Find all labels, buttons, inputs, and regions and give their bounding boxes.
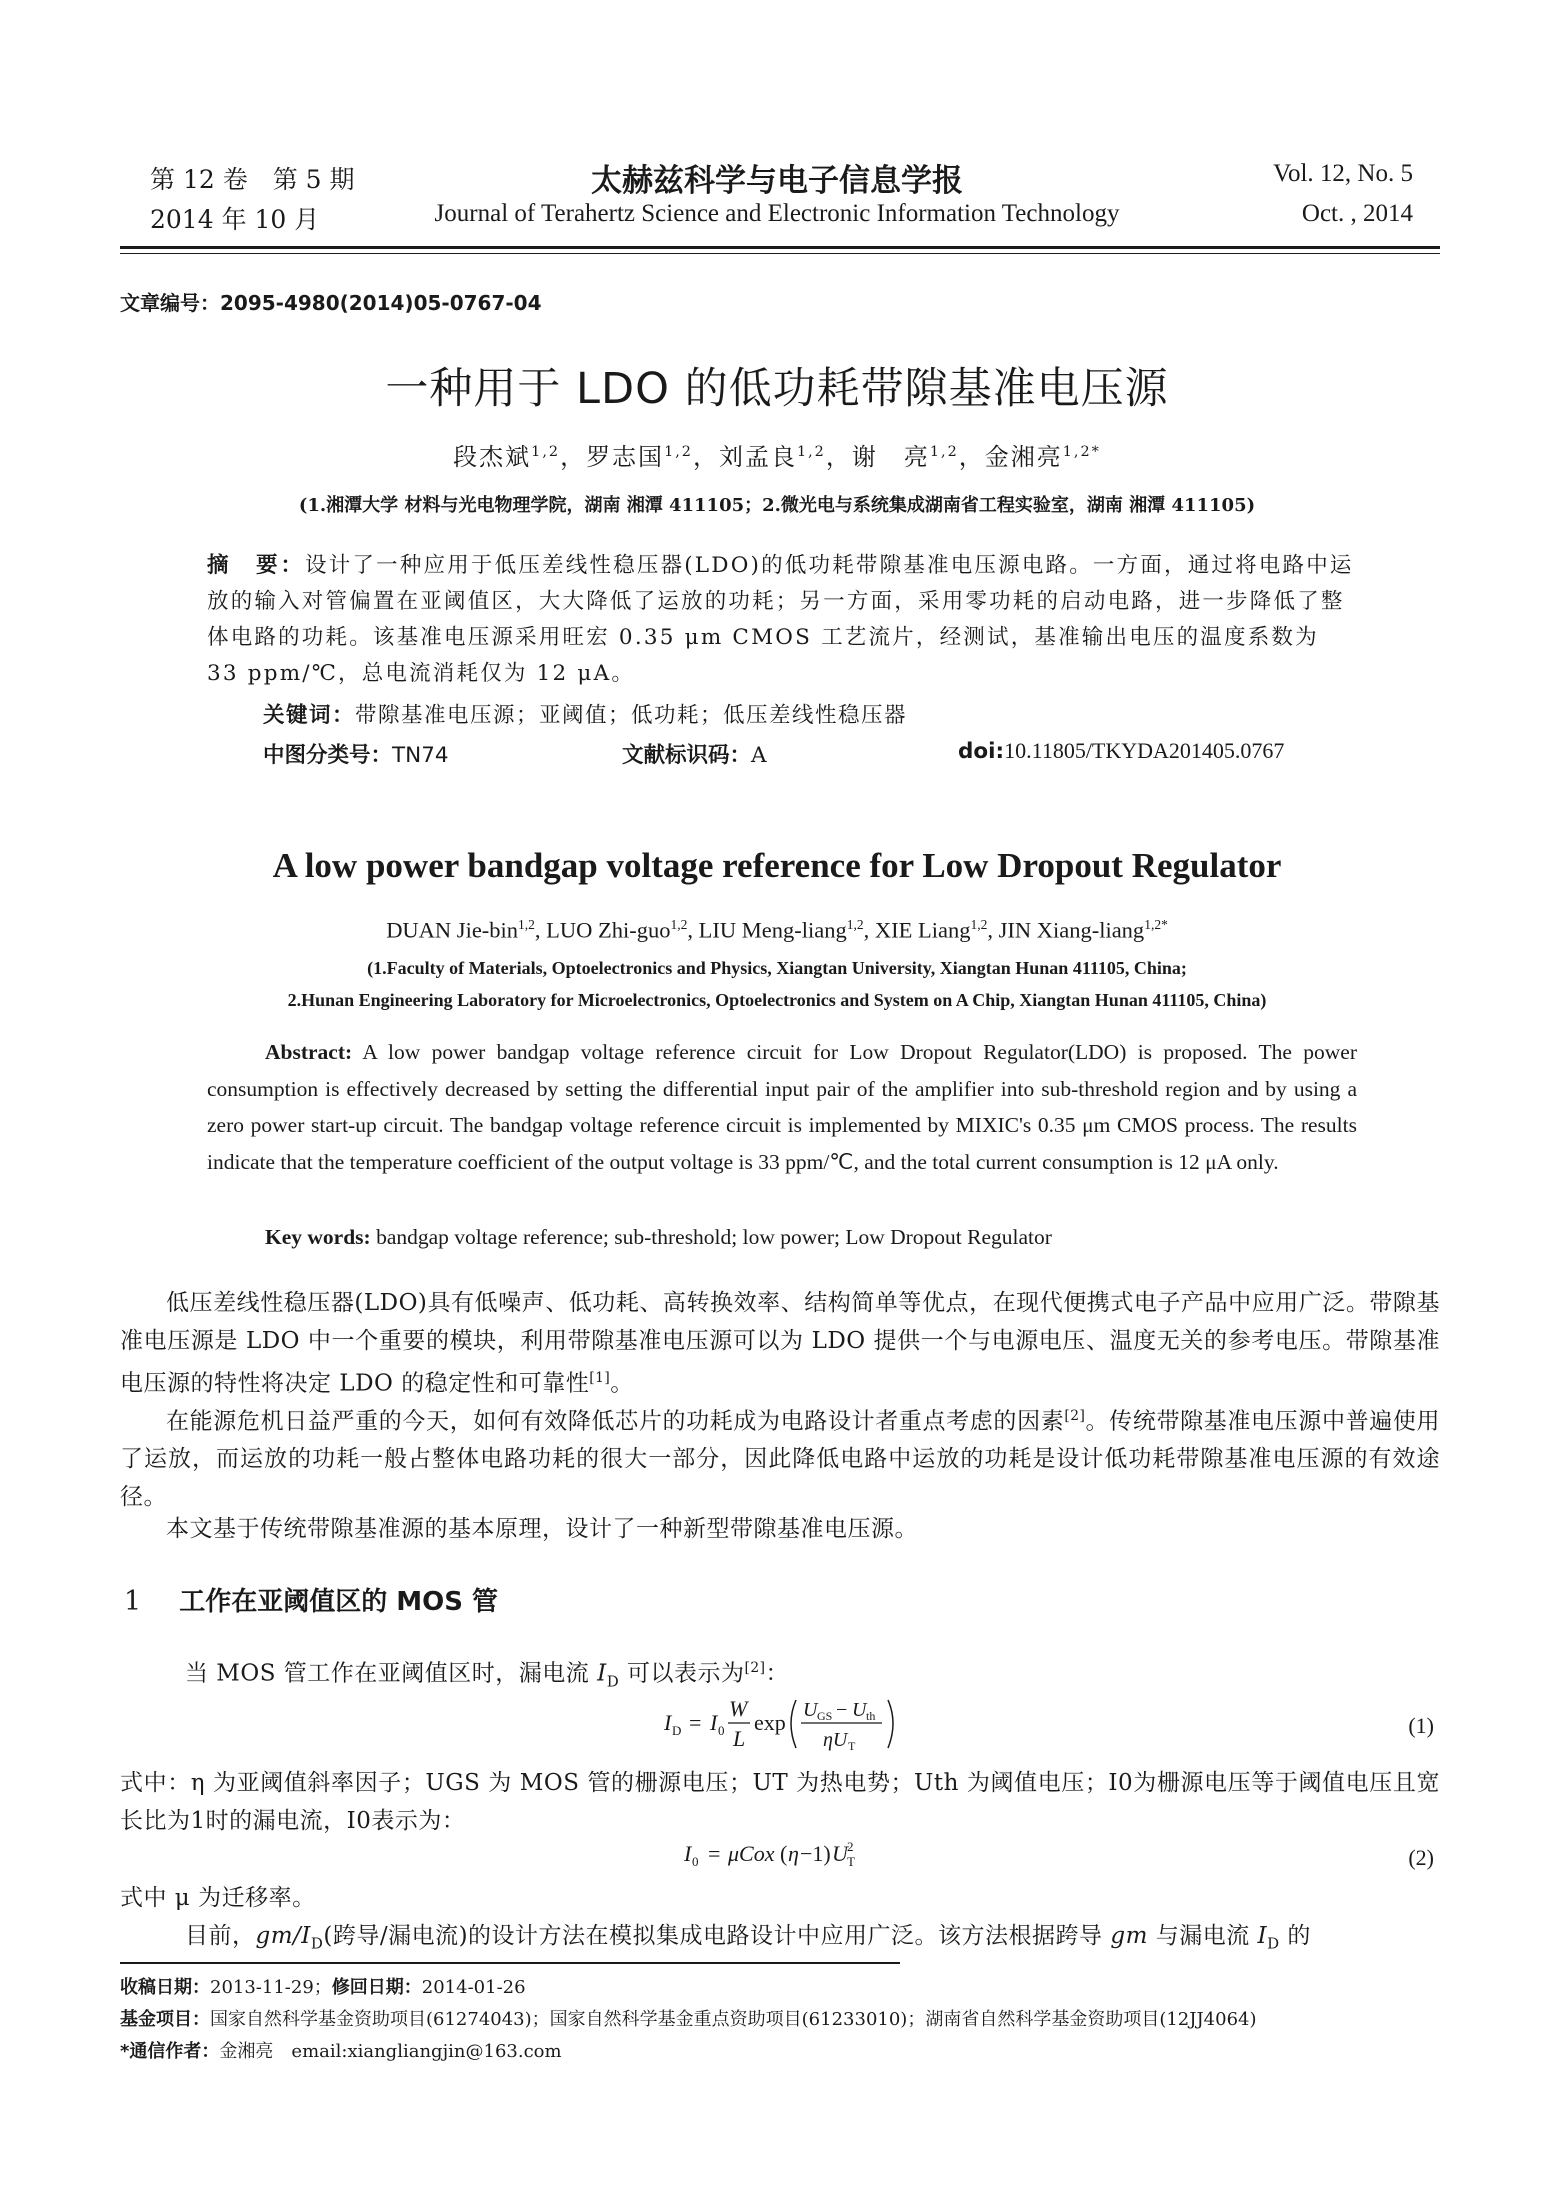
header-rule-thick xyxy=(120,246,1440,249)
journal-title-cn: 太赫兹科学与电子信息学报 xyxy=(591,163,963,199)
svg-text:0: 0 xyxy=(692,1854,699,1869)
body-p1-end: 。 xyxy=(610,1370,634,1397)
body-p4-text-a: 当 MOS 管工作在亚阈值区时，漏电流 xyxy=(185,1660,598,1687)
author-cn-separator: ， xyxy=(560,443,587,471)
author-cn-affiliation-mark: 1,2 xyxy=(929,444,959,460)
equation-1-render xyxy=(660,1688,930,1758)
equation-1 xyxy=(660,1688,930,1762)
author-en-affiliation-mark: 1,2 xyxy=(846,917,864,932)
body-p4-end: ： xyxy=(765,1660,790,1687)
footnote-rule xyxy=(120,1962,900,1964)
author-cn-separator: ， xyxy=(692,443,719,471)
corr-text: 金湘亮 email:xiangliangjin@163.com xyxy=(219,2041,562,2062)
author-cn-separator: ， xyxy=(825,443,852,471)
svg-text:2: 2 xyxy=(847,1839,854,1854)
revised-date: 2014-01-26 xyxy=(421,1977,526,1998)
body-paragraph-7 xyxy=(185,1918,1311,1963)
affiliation-en-2: 2.Hunan Engineering Laboratory for Microelectronics, Optoelectronics and System on A Chip, Xiangtan Hunan 411105, China) xyxy=(287,990,1267,1010)
journal-title-en: Journal of Terahertz Science and Electronic Information Technology xyxy=(434,200,1120,227)
author-en-affiliation-mark: 1,2 xyxy=(970,917,988,932)
keywords-cn xyxy=(263,698,907,729)
author-en-name: XIE Liang xyxy=(874,917,971,943)
keywords-en xyxy=(265,1219,1052,1256)
var-I: I xyxy=(597,1660,607,1687)
classification xyxy=(263,738,449,769)
received-label: 收稿日期： xyxy=(120,1977,210,1998)
volume-issue-en: Vol. 12, No. 5 xyxy=(1273,160,1413,187)
svg-text:=: = xyxy=(689,1710,702,1735)
revised-label: 修回日期： xyxy=(331,1977,422,1998)
author-cn-separator: ， xyxy=(958,443,985,471)
author-cn-name: 刘孟良 xyxy=(718,443,797,471)
svg-text:η: η xyxy=(788,1841,799,1866)
var-ID-sub: D xyxy=(1267,1934,1280,1953)
var-I-sub: D xyxy=(606,1672,620,1691)
body-p7-text-b: (跨导/漏电流)的设计方法在模拟集成电路设计中应用广泛。该方法根据跨导 xyxy=(323,1923,1111,1949)
var-ID: I xyxy=(1257,1923,1268,1949)
footnote-corresponding xyxy=(120,2037,562,2063)
equation-2 xyxy=(680,1833,870,1877)
body-p7-text-c: 与漏电流 xyxy=(1147,1923,1258,1949)
doi-label: doi: xyxy=(958,739,1005,764)
author-cn-affiliation-mark: 1,2 xyxy=(796,444,826,460)
page-title-en: A low power bandgap voltage reference for Low Dropout Regulator xyxy=(272,846,1282,885)
author-cn-affiliation-mark: 1,2 xyxy=(531,444,561,460)
authors-cn xyxy=(0,437,1554,472)
body-paragraph-1 xyxy=(120,1285,1440,1403)
clc-label: 中图分类号： xyxy=(263,743,393,768)
abstract-en-text: A low power bandgap voltage reference circuit for Low Dropout Regulator(LDO) is proposed. The power consumption is effectively decreased by setting the differential input pair of the amplifier into sub-threshold region and by using a zero power start-up circuit. The bandgap voltage reference circuit is implemented by MIXIC's 0.35 μm CMOS process. The results indicate that the temperature coefficient of the output voltage is 33 ppm/℃, and the total current consumption is 12 μA only. xyxy=(207,1040,1357,1174)
citation-2: [2] xyxy=(1064,1408,1086,1424)
equation-2-render xyxy=(680,1833,870,1873)
citation-3: [2] xyxy=(744,1660,766,1676)
corr-label: *通信作者： xyxy=(120,2041,220,2062)
svg-text:I: I xyxy=(684,1841,692,1866)
abstract-cn-label: 摘 要： xyxy=(207,553,306,578)
body-paragraph-3: 本文基于传统带隙基准源的基本原理，设计了一种新型带隙基准电压源。 xyxy=(166,1516,918,1542)
var-gm: gm xyxy=(1110,1923,1148,1949)
svg-text:−1): −1) xyxy=(800,1841,831,1866)
volume-issue-cn: 第 12 卷 第 5 期 xyxy=(150,165,355,194)
var-gm-I-sub: D xyxy=(310,1934,324,1953)
svg-text:I: I xyxy=(664,1710,672,1735)
author-en-affiliation-mark: 1,2 xyxy=(518,917,535,932)
article-id-value: 2095-4980(2014)05-0767-04 xyxy=(220,291,542,315)
author-en-separator: , xyxy=(687,917,699,943)
svg-text:th: th xyxy=(866,1709,876,1723)
author-cn-affiliation-mark: 1,2 xyxy=(664,444,693,460)
body-p7-text-a: 目前， xyxy=(185,1923,256,1949)
received-date: 2013-11-29； xyxy=(210,1977,332,1998)
author-en-name: LUO Zhi-guo xyxy=(546,917,671,943)
svg-text:L: L xyxy=(733,1726,746,1751)
svg-text:U: U xyxy=(832,1841,848,1866)
svg-text:GS: GS xyxy=(817,1709,833,1723)
section-1-heading xyxy=(124,1581,498,1618)
author-cn-name: 谢 亮 xyxy=(851,443,930,471)
author-en-separator: , xyxy=(863,917,875,943)
citation-1: [1] xyxy=(589,1370,611,1386)
article-id xyxy=(120,287,542,316)
body-p4-text-b: 可以表示为 xyxy=(619,1660,745,1687)
author-en-name: DUAN Jie-bin xyxy=(386,917,519,943)
date-en: Oct. , 2014 xyxy=(1301,200,1413,227)
authors-en xyxy=(0,917,1554,944)
body-paragraph-2 xyxy=(120,1398,1440,1516)
page-title-cn: 一种用于 LDO 的低功耗带隙基准电压源 xyxy=(385,364,1169,414)
svg-text:W: W xyxy=(729,1696,748,1721)
author-en-affiliation-mark: 1,2* xyxy=(1144,917,1168,932)
body-paragraph-6: 式中 μ 为迁移率。 xyxy=(120,1885,316,1911)
footnote-received xyxy=(120,1973,526,1999)
doi xyxy=(958,738,1284,764)
keywords-en-label: Key words: xyxy=(265,1225,371,1249)
author-cn-affiliation-mark: 1,2* xyxy=(1062,444,1101,460)
doc-code-label: 文献标识码： xyxy=(622,743,752,768)
svg-text:U: U xyxy=(852,1699,867,1721)
svg-text:T: T xyxy=(848,1739,856,1753)
doi-value: 10.11805/TKYDA201405.0767 xyxy=(1004,738,1285,763)
svg-text:D: D xyxy=(672,1723,682,1738)
body-p1-text: 低压差线性稳压器(LDO)具有低噪声、低功耗、高转换效率、结构简单等优点，在现代便携式电子产品中应用广泛。带隙基准电压源是 LDO 中一个重要的模块，利用带隙基准电压源可以为 LDO 提供一个与电源电压、温度无关的参考电压。带隙基准电压源的特性将决定 LDO 的稳定性和可靠性 xyxy=(120,1290,1440,1397)
date-cn: 2014 年 10 月 xyxy=(150,205,320,234)
abstract-cn xyxy=(207,548,1357,692)
fund-label: 基金项目： xyxy=(120,2009,210,2030)
author-en-name: JIN Xiang-liang xyxy=(998,917,1145,943)
author-en-separator: , xyxy=(987,917,999,943)
body-paragraph-5: 式中：η 为亚阈值斜率因子；UGS 为 MOS 管的栅源电压；UT 为热电势；Uth 为阈值电压；I0为栅源电压等于阈值电压且宽长比为1时的漏电流，I0表示为： xyxy=(120,1770,1440,1834)
svg-text:μCox: μCox xyxy=(728,1841,775,1866)
body-p2-text-b: 。传统带隙基准电压源中普遍使用了运放，而运放的功耗一般占整体电路功耗的很大一部分，因此降低电路中运放的功耗是设计低功耗带隙基准电压源的有效途径。 xyxy=(120,1408,1440,1510)
abstract-cn-text: 设计了一种应用于低压差线性稳压器(LDO)的低功耗带隙基准电压源电路。一方面，通过将电路中运放的输入对管偏置在亚阈值区，大大降低了运放的功耗；另一方面，采用零功耗的启动电路，进一步降低了整体电路的功耗。该基准电压源采用旺宏 0.35 μm CMOS 工艺流片，经测试，基准输出电压的温度系数为 33 ppm/℃，总电流消耗仅为 12 μA。 xyxy=(207,553,1354,686)
abstract-en xyxy=(207,1034,1357,1180)
svg-text:I: I xyxy=(710,1710,718,1735)
equation-2-number: (2) xyxy=(1408,1845,1434,1870)
doc-code-value: A xyxy=(751,743,767,768)
equation-1-number: (1) xyxy=(1408,1713,1434,1738)
keywords-en-text: bandgap voltage reference; sub-threshold; low power; Low Dropout Regulator xyxy=(376,1225,1052,1249)
affiliation-cn: (1.湘潭大学 材料与光电物理学院，湖南 湘潭 411105；2.微光电与系统集成湖南省工程实验室，湖南 湘潭 411105) xyxy=(298,495,1256,516)
abstract-en-label: Abstract: xyxy=(265,1040,353,1064)
keywords-cn-text: 带隙基准电压源；亚阈值；低功耗；低压差线性稳压器 xyxy=(355,703,908,728)
author-en-affiliation-mark: 1,2 xyxy=(670,917,688,932)
clc-value: TN74 xyxy=(392,743,449,768)
svg-text:U: U xyxy=(803,1699,818,1721)
var-gm-I: gm/I xyxy=(255,1923,311,1949)
svg-text:0: 0 xyxy=(718,1723,725,1738)
body-p7-text-d: 的 xyxy=(1279,1923,1311,1949)
footnote-fund xyxy=(120,2005,1257,2031)
svg-text:=: = xyxy=(708,1841,721,1866)
affiliation-en-1: (1.Faculty of Materials, Optoelectronics and Physics, Xiangtan University, Xiangtan Hunan 411105, China; xyxy=(367,958,1187,978)
svg-text:−: − xyxy=(836,1699,848,1721)
section-1-number: 1 xyxy=(124,1586,142,1617)
section-1-title: 工作在亚阈值区的 MOS 管 xyxy=(179,1587,498,1617)
svg-text:exp: exp xyxy=(754,1710,786,1735)
author-cn-name: 罗志国 xyxy=(586,443,665,471)
svg-text:ηU: ηU xyxy=(823,1729,848,1751)
author-en-separator: , xyxy=(534,917,547,943)
header-rule-thin xyxy=(120,253,1440,254)
author-en-name: LIU Meng-liang xyxy=(698,917,847,943)
body-p2-text-a: 在能源危机日益严重的今天，如何有效降低芯片的功耗成为电路设计者重点考虑的因素 xyxy=(166,1408,1065,1435)
author-cn-name: 段杰斌 xyxy=(453,443,532,471)
keywords-cn-label: 关键词： xyxy=(263,703,356,728)
author-cn-name: 金湘亮 xyxy=(984,443,1063,471)
article-id-label: 文章编号： xyxy=(120,291,220,315)
svg-text:T: T xyxy=(847,1854,855,1869)
document-code xyxy=(622,738,767,769)
svg-text:(: ( xyxy=(780,1841,788,1866)
fund-text: 国家自然科学基金资助项目(61274043)；国家自然科学基金重点资助项目(61233010)；湖南省自然科学基金资助项目(12JJ4064) xyxy=(210,2009,1257,2030)
